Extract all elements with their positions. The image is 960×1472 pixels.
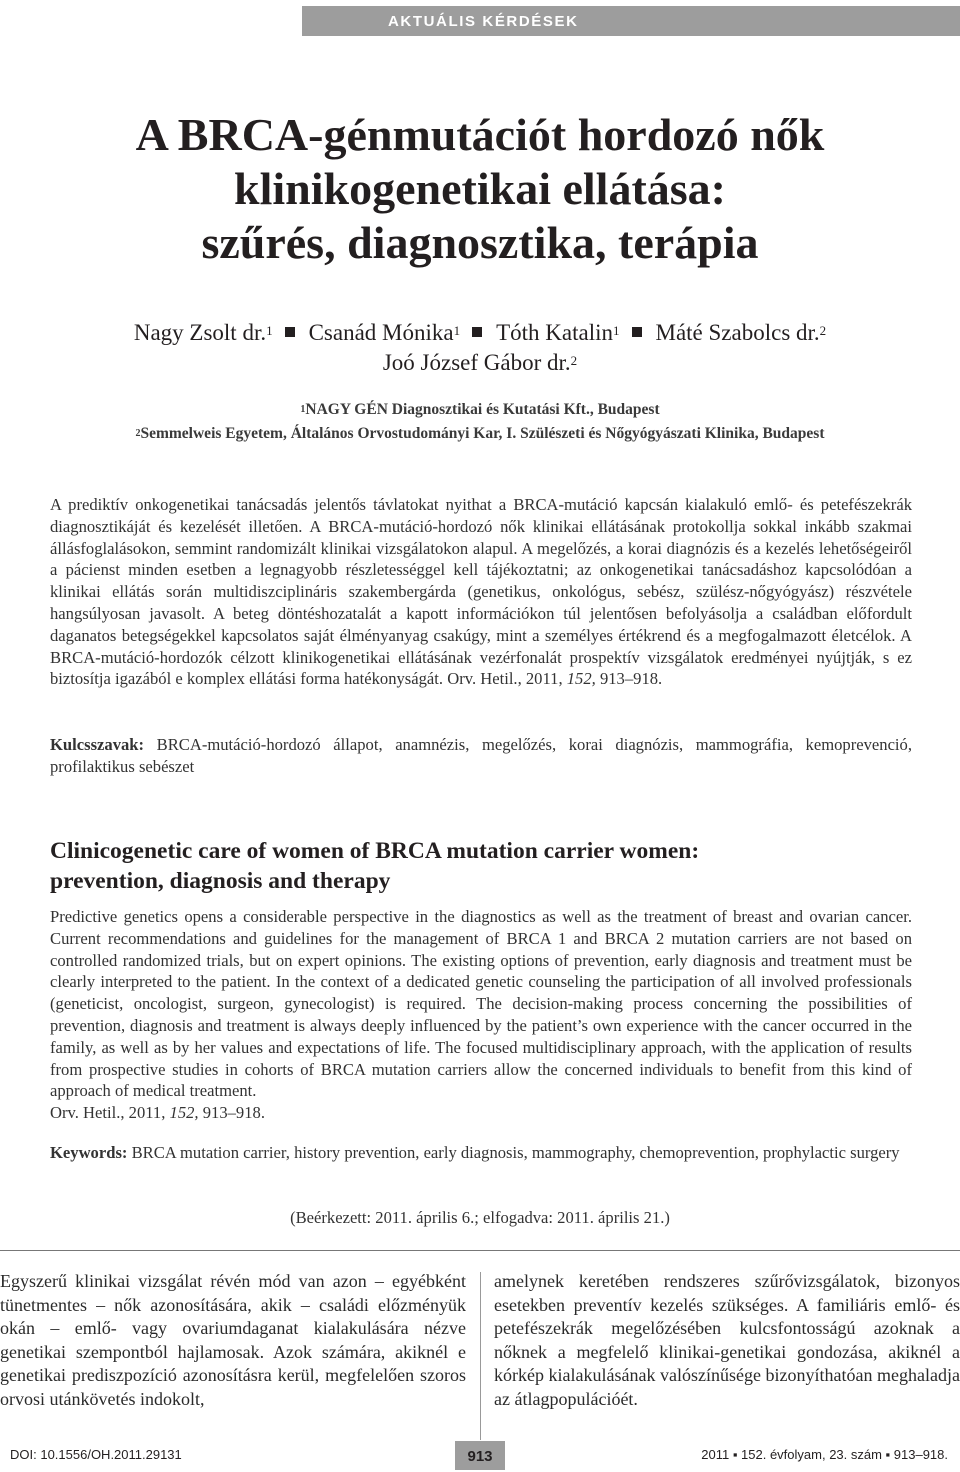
keywords-text: BRCA mutation carrier, history prevention, early diagnosis, mammography, chemoprevention, prophylactic surgery [131,1143,900,1162]
keywords-text: BRCA-mutáció-hordozó állapot, anamnézis, megelőzés, korai diagnózis, mammográfia, kemoprevenció, profilaktikus sebészet [50,735,912,776]
affiliations [0,398,960,446]
author-affiliation-mark: 1 [266,323,273,338]
title-line-1: A BRCA-génmutációt hordozó nők [135,109,825,160]
author-list [0,318,960,378]
affiliation-2: Semmelweis Egyetem, Általános Orvostudományi Kar, I. Szülészeti és Nőgyógyászati Klinika, Budapest [140,425,825,442]
affiliation-mark: 2 [135,428,141,439]
english-title-line-1: Clinicogenetic care of women of BRCA mutation carrier women: [50,838,700,864]
author-name: Csanád Mónika [308,320,454,345]
abstract-hungarian [50,494,912,690]
separator-square-icon [285,327,295,337]
author-name: Máté Szabolcs dr. [655,320,820,345]
keywords-english [50,1142,912,1164]
body-column-right: amelynek keretében rendszeres szűrővizsgálatok, bizonyos esetekben preventív kezelés szükséges. A familiáris emlő- és petefészekrák megelőzésében kulcsfontosságú azoknak a nőknek a megfelelő klinikai-genetikai gondozása, akiknél a kórkép kialakulásának valószínűsége bizonyíthatóan meghaladja az átlagpopulációét. [494,1271,960,1409]
citation-pages: 913–918. [599,669,663,689]
section-divider [0,1250,960,1251]
citation-prefix: Orv. Hetil., 2011, [447,669,563,689]
section-label: AKTUÁLIS KÉRDÉSEK [388,13,579,30]
english-title-line-2: prevention, diagnosis and therapy [50,868,391,894]
affiliation-1: NAGY GÉN Diagnosztikai és Kutatási Kft., Budapest [305,401,660,418]
english-title [50,836,912,896]
citation-volume: 152, [566,669,596,689]
body-column-left: Egyszerű klinikai vizsgálat révén mód van azon – egyébként tünetmentes – nők azonosítására, akik – családi előzményük okán – emlő- vagy ovariumdaganat kialakulására nézve genetikai szempontból hajlamosak. Azok számára, akiknél e genetikai prediszpozíció azonosításra kerül, megfelelően szoros orvosi utánkövetés indokolt, [0,1271,466,1409]
article-title [0,108,960,270]
separator-square-icon [472,327,482,337]
title-line-2: klinikogenetikai ellátása: [234,163,726,214]
page-footer [0,1441,960,1470]
title-line-3: szűrés, diagnosztika, terápia [201,217,759,268]
abstract-text: A prediktív onkogenetikai tanácsadás jelentős távlatokat nyithat a BRCA-mutáció kapcsán kialakuló emlő- és petefészekrák diagnosztikáját és kezelését illetően. A BRCA-mutáció-hordozó nők klinikai ellátásának protokollja sokkal inkább szakmai állásfoglalásokon, semmint randomizált klinikai vizsgálatokon alapul. A megelőzés, a korai diagnózis és a kezelés lehetőségeiről a pácienst minden esetben a legnagyobb részletességgel kell tájékoztatni; az onkogenetikai tanácsadáshoz kapcsolódóan a klinikai ellátás során multidiszciplináris szakembergárda (genetikus, onkológus, sebész, szülész-nőgyógyász) részvétele hangsúlyosan javasolt. A beteg döntéshozatalát a kapott információkon túl jelentősen befolyásolja a családban előfordult daganatos betegségekkel kapcsolatos saját élményanyag csakúgy, mint a személyes értékrend és a megfogalmazott életcélok. A BRCA-mutáció-hordozók célzott klinikogenetikai ellátásának vezérfonalát prospektív vizsgálatok eredményei nyújtják, s ez biztosítja igazából e komplex ellátási forma hatékonyságát. [50,495,912,689]
abstract-english [50,906,912,1124]
affiliation-mark: 1 [300,404,306,415]
author-affiliation-mark: 2 [819,323,827,338]
author-affiliation-mark: 2 [570,353,578,368]
author-name: Joó József Gábor dr. [382,350,571,375]
citation-pages: 913–918. [202,1103,265,1123]
journal-info: 2011 ▪ 152. évfolyam, 23. szám ▪ 913–918. [701,1447,948,1462]
author-affiliation-mark: 1 [613,323,620,338]
keywords-hungarian [50,734,912,778]
author-name: Nagy Zsolt dr. [133,320,267,345]
keywords-label: Keywords: [50,1143,128,1162]
citation-volume: 152, [169,1103,199,1123]
page-number: 913 [455,1441,505,1470]
keywords-label: Kulcsszavak: [50,735,145,754]
doi-link[interactable]: DOI: 10.1556/OH.2011.29131 [10,1447,182,1462]
abstract-text: Predictive genetics opens a considerable perspective in the diagnostics as well as the treatment of breast and ovarian cancer. Current recommendations and guidelines for the management of BRCA 1 and BRCA 2 mutation carriers are not based on controlled randomized trials, but on expert opinions. The existing options of prevention, early diagnosis and treatment must be clearly interpreted to the patient. In the context of a dedicated genetic counseling the participation of all involved professionals (geneticist, oncologist, surgeon, gynecologist) is required. The decision-making process concerning the possibilities of prevention, diagnosis and treatment is always deeply influenced by the patient’s own experience with the cancer occurred in the family, as well as by her values and expectations of life. The focused multidisciplinary approach, with the application of results from prospective studies in cohorts of BRCA mutation carriers allow the concerned individuals to benefit from this kind of approach of medical treatment. [50,907,912,1101]
author-name: Tóth Katalin [496,320,613,345]
citation-prefix: Orv. Hetil., 2011, [50,1103,166,1123]
author-affiliation-mark: 1 [453,323,461,338]
section-tab [302,6,960,36]
separator-square-icon [632,327,642,337]
column-divider [480,1272,481,1440]
received-dates: (Beérkezett: 2011. április 6.; elfogadva: 2011. április 21.) [290,1208,670,1227]
